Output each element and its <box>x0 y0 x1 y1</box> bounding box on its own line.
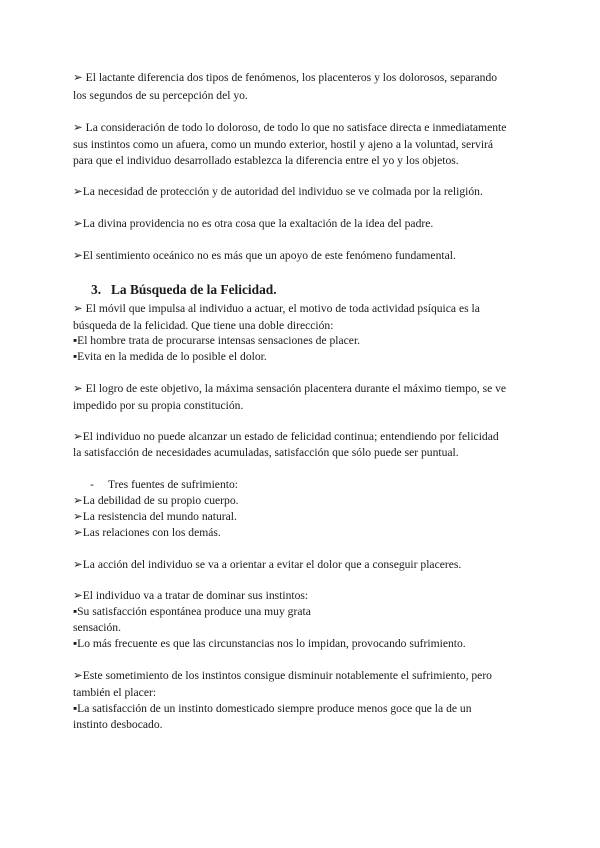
list-item: ➢Las relaciones con los demás. <box>73 526 221 539</box>
section-heading <box>91 282 277 298</box>
paragraph-line: la satisfacción de necesidades acumuladas, satisfacción que sólo puede ser puntual. <box>73 446 459 459</box>
bullet-item: ▪Lo más frecuente es que las circunstancias nos lo impidan, provocando sufrimiento. <box>73 637 466 650</box>
sources-heading <box>90 478 238 491</box>
paragraph-line: también el placer: <box>73 686 157 699</box>
paragraph-line: ➢ El móvil que impulsa al individuo a actuar, el motivo de toda actividad psíquica es la <box>73 302 480 315</box>
sources-title: Tres fuentes de sufrimiento: <box>108 478 238 491</box>
paragraph-line: ➢ El lactante diferencia dos tipos de fenómenos, los placenteros y los dolorosos, separando <box>73 71 498 84</box>
bullet-item: ▪Evita en la medida de lo posible el dolor. <box>73 350 267 363</box>
list-item: ➢La resistencia del mundo natural. <box>73 510 237 523</box>
paragraph-line: ➢El sentimiento oceánico no es más que un apoyo de este fenómeno fundamental. <box>73 249 456 262</box>
paragraph-line: ➢ El logro de este objetivo, la máxima sensación placentera durante el máximo tiempo, se ve <box>73 382 507 395</box>
paragraph-line: búsqueda de la felicidad. Que tiene una doble dirección: <box>73 319 334 332</box>
paragraph-line: para que el individuo desarrollado establezca la diferencia entre el yo y los objetos. <box>73 154 459 167</box>
bullet-item: ▪El hombre trata de procurarse intensas sensaciones de placer. <box>73 334 361 347</box>
section-number: 3. <box>91 282 102 297</box>
paragraph-line: impedido por su propia constitución. <box>73 399 244 412</box>
paragraph-line: ➢La acción del individuo se va a orientar a evitar el dolor que a conseguir placeres. <box>73 558 462 571</box>
paragraph-line: ➢El individuo va a tratar de dominar sus instintos: <box>73 589 309 602</box>
bullet-item: ▪Su satisfacción espontánea produce una muy grata <box>73 605 311 618</box>
paragraph-line: ➢ La consideración de todo lo doloroso, de todo lo que no satisface directa e inmediatamente <box>73 121 507 134</box>
paragraph-line: ➢Este sometimiento de los instintos consigue disminuir notablemente el sufrimiento, pero <box>73 669 492 682</box>
paragraph-line: sensación. <box>73 621 121 634</box>
dash-marker: - <box>90 478 94 491</box>
section-title: La Búsqueda de la Felicidad. <box>111 282 277 297</box>
paragraph-line: sus instintos como un afuera, como un mundo exterior, hostil y ajeno a la voluntad, servirá <box>73 138 494 151</box>
paragraph-line: ➢La necesidad de protección y de autoridad del individuo se ve colmada por la religión. <box>73 185 483 198</box>
paragraph-line: los segundos de su percepción del yo. <box>73 89 248 102</box>
paragraph-line: ➢La divina providencia no es otra cosa que la exaltación de la idea del padre. <box>73 217 434 230</box>
paragraph-line: ➢El individuo no puede alcanzar un estado de felicidad continua; entendiendo por felicidad <box>73 430 499 443</box>
paragraph-line: instinto desbocado. <box>73 718 163 731</box>
bullet-item: ▪La satisfacción de un instinto domesticado siempre produce menos goce que la de un <box>73 702 472 715</box>
list-item: ➢La debilidad de su propio cuerpo. <box>73 494 239 507</box>
